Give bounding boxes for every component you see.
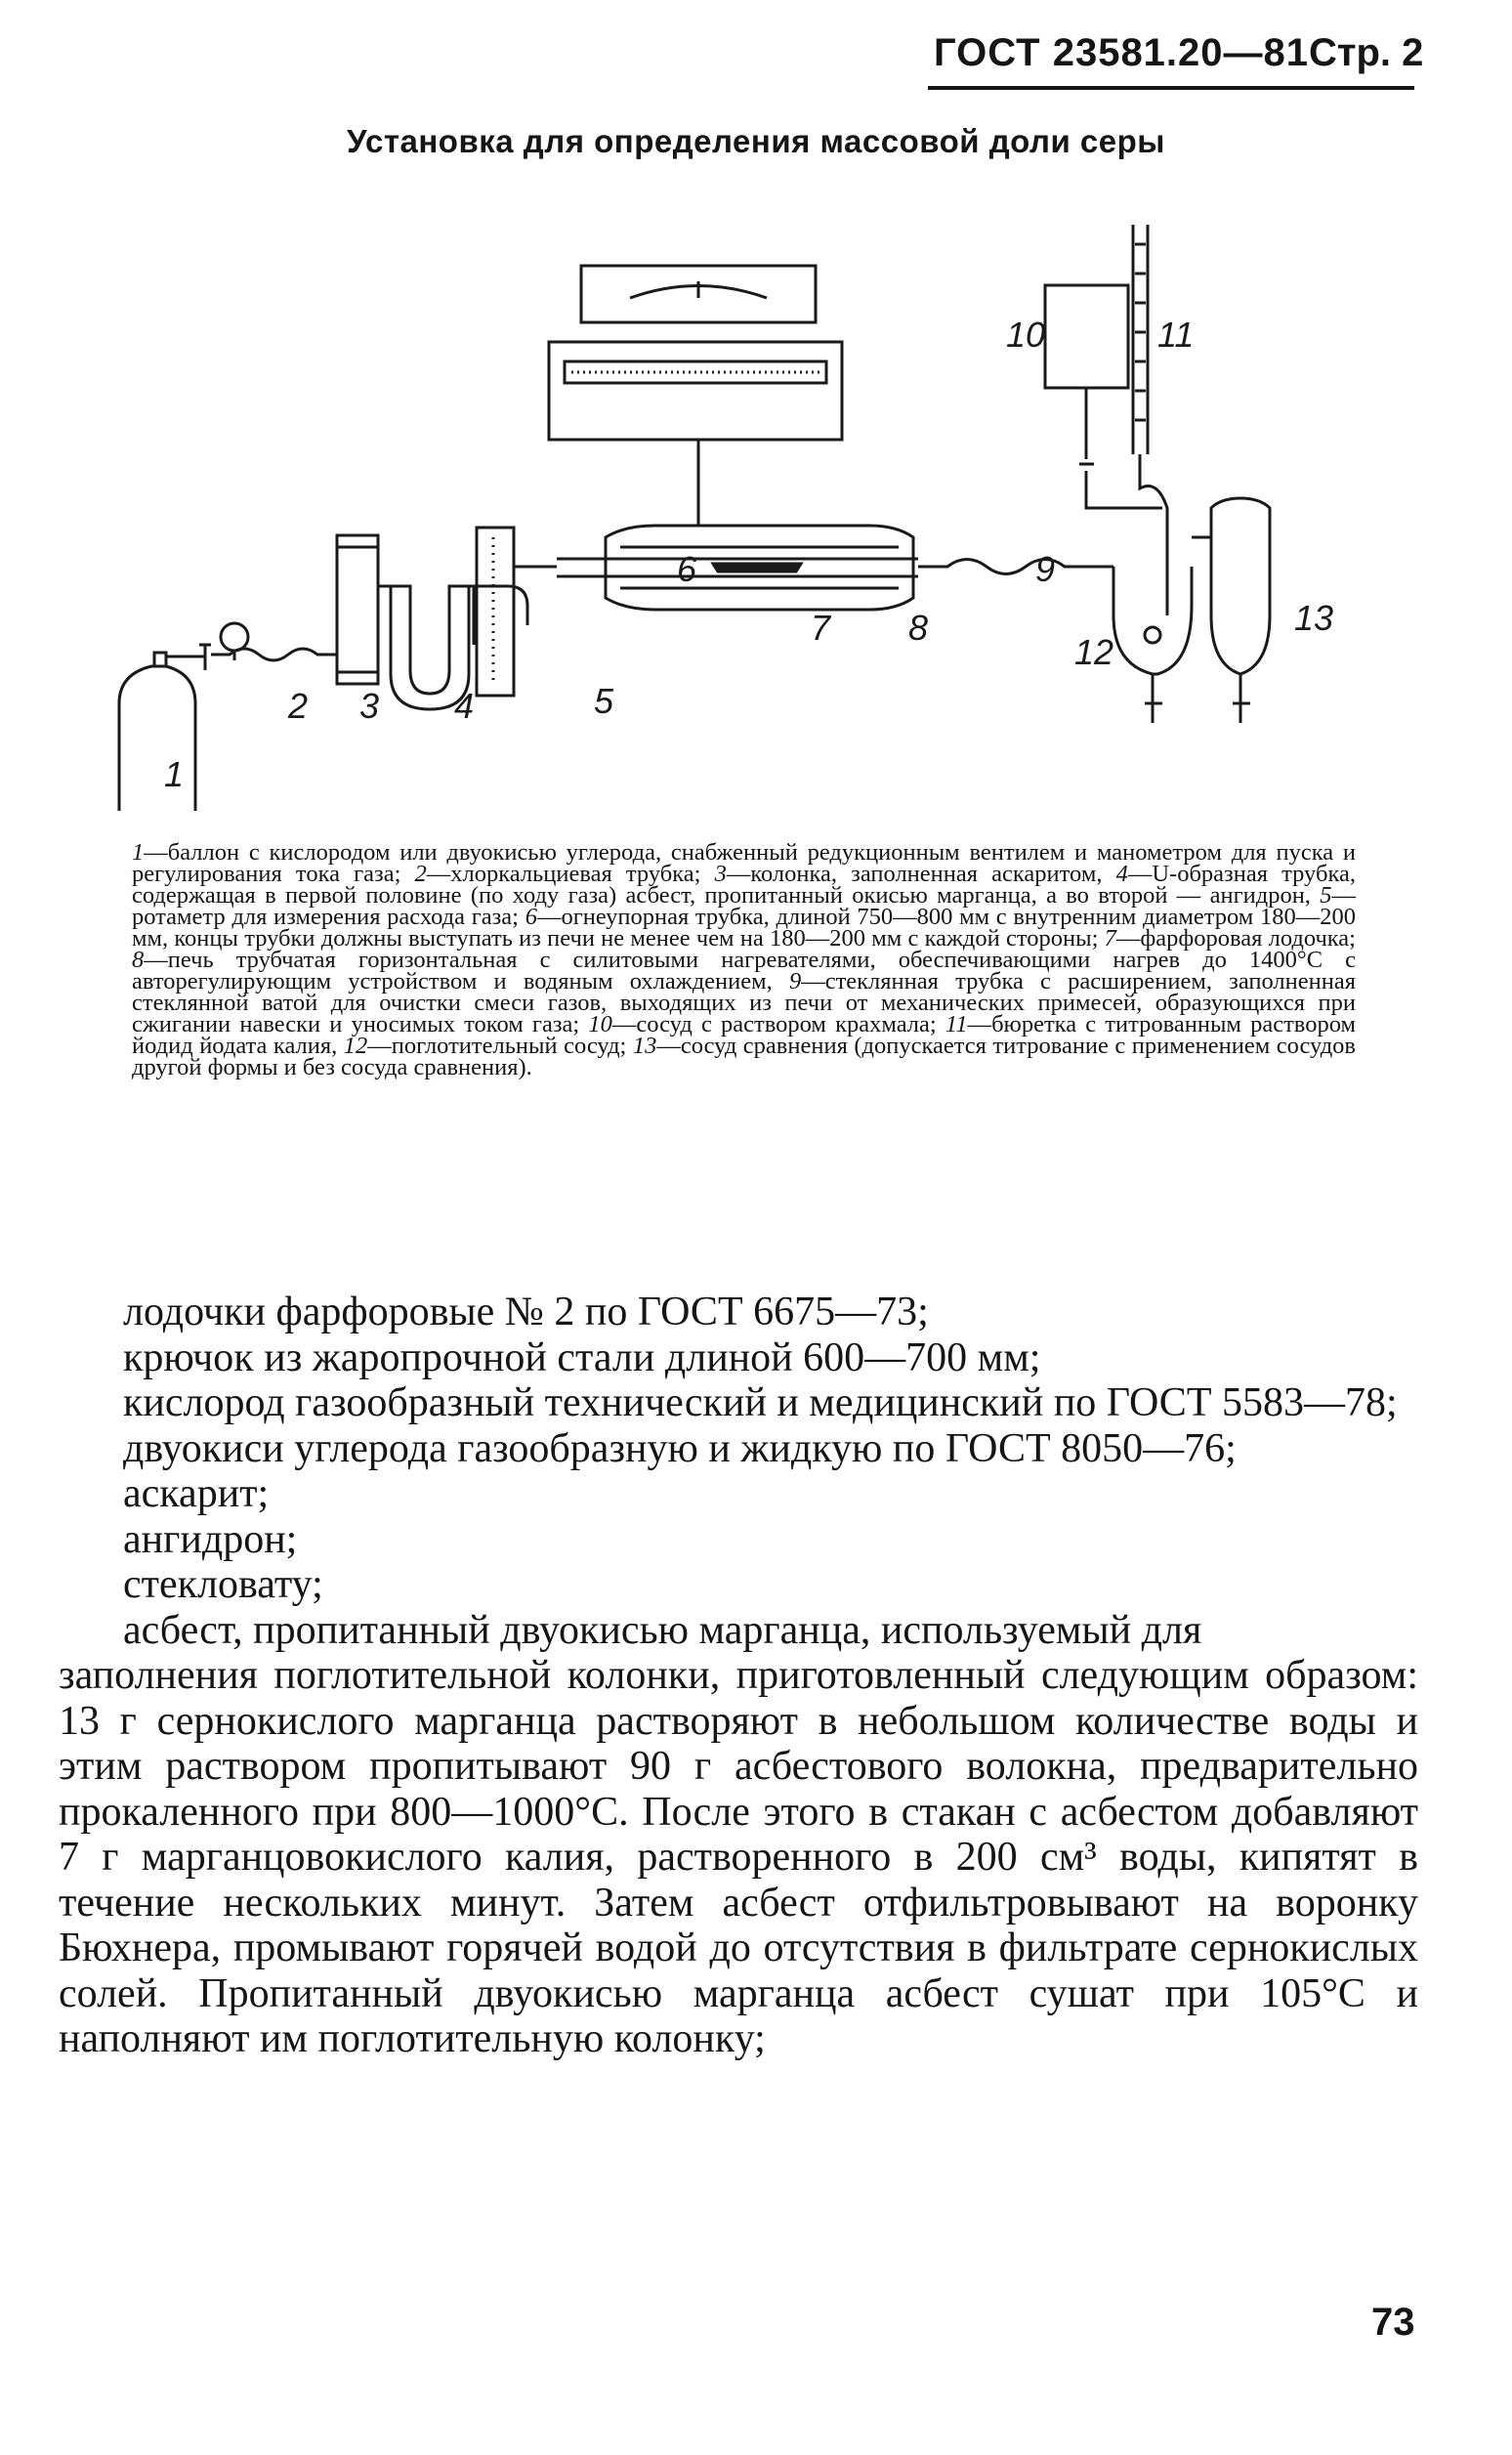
running-header — [0, 31, 1512, 90]
list-item: ангидрон; — [123, 1516, 298, 1562]
caption-text-2: —хлоркальциевая трубка; — [426, 861, 715, 887]
caption-text-4: —U-образная трубка, содержащая в первой половине (по ходу газа) асбест, пропитанный окисью марганца, а во второй — ангидрон, — [132, 861, 1356, 909]
caption-num-7: 7 — [1104, 925, 1116, 952]
caption-num-12: 12 — [343, 1033, 368, 1059]
caption-text-3: —колонка, заполненная аскаритом, — [726, 861, 1116, 887]
glass-tube-with-bulbs — [918, 560, 1113, 574]
label-1: 1 — [164, 754, 185, 794]
caption-text-10: —сосуд с раствором крахмала; — [611, 1011, 945, 1037]
list-item: лодочки фарфоровые № 2 по ГОСТ 6675—73; — [123, 1290, 929, 1334]
caption-text-8: —печь трубчатая горизонтальная с силитовыми нагревателями, обеспечивающими нагрев до 1400°С с авторегулирующим устройством и водяным охлаждением, — [132, 947, 1356, 995]
caption-num-4: 4 — [1115, 861, 1128, 887]
caption-text-13: —сосуд сравнения (допускается титрование с применением сосудов другой формы и без сосуда сравнения). — [132, 1033, 1356, 1080]
absorption-vessel — [1113, 567, 1192, 674]
caption-text-12: —поглотительный сосуд; — [367, 1033, 633, 1059]
ascarite-column — [337, 535, 378, 684]
header-rule — [928, 86, 1414, 90]
starch-vessel — [1045, 285, 1128, 388]
label-13: 13 — [1294, 598, 1334, 638]
list-item: крючок из жаропрочной стали длиной 600—700 мм; — [123, 1334, 1041, 1380]
label-6: 6 — [677, 549, 697, 589]
caption-num-2: 2 — [414, 861, 427, 887]
caption-text-7: —фарфоровая лодочка; — [1115, 925, 1356, 952]
caption-text-6: —огнеупорная трубка, длиной 750—800 мм с внутренним диаметром 180—200 мм, концы трубки должны выступать из печи не менее чем на 180—200 мм с каждой стороны; — [132, 904, 1357, 952]
gas-cylinder — [119, 666, 195, 811]
list-item: двуокиси углерода газообразную и жидкую по ГОСТ 8050—76; — [123, 1425, 1237, 1471]
caption-num-6: 6 — [525, 904, 537, 930]
standard-number: ГОСТ 23581.20—81 — [934, 31, 1310, 74]
page-number: 73 — [1371, 2301, 1415, 2344]
caption-text-1: —баллон с кислородом или двуокисью углерода, снабженный редукционным вентилем и манометром для пуска и регулирования тока газа; — [132, 839, 1356, 887]
label-5: 5 — [594, 681, 614, 721]
caption-text-11: —бюретка с титрованным раствором йодид йодата калия, — [132, 1011, 1356, 1059]
regulator — [549, 342, 842, 440]
comparison-vessel — [1211, 498, 1270, 674]
list-item: стекловату; — [123, 1562, 323, 1607]
figure-caption — [132, 839, 1357, 1080]
caption-num-10: 10 — [588, 1011, 612, 1037]
figure-title: Установка для определения массовой доли серы — [347, 123, 1165, 159]
manometer — [221, 623, 248, 651]
label-3: 3 — [359, 686, 380, 726]
caption-num-5: 5 — [1320, 882, 1332, 909]
caption-text-9: —стеклянная трубка с расширением, заполненная стеклянной ватой для очистки смеси газов, выходящих из печи от механических примесей, образующихся при сжигании навески и уносимых током газа; — [132, 968, 1356, 1037]
label-12: 12 — [1074, 632, 1114, 672]
list-item: кислород газообразный технический и медицинский по ГОСТ 5583—78; — [123, 1380, 1398, 1425]
label-11: 11 — [1157, 315, 1195, 355]
page-label: Стр. 2 — [1309, 31, 1424, 74]
label-9: 9 — [1035, 549, 1056, 589]
caption-num-3: 3 — [714, 861, 727, 887]
caption-num-1: 1 — [132, 839, 145, 866]
caption-num-9: 9 — [788, 968, 802, 995]
label-8: 8 — [908, 608, 929, 648]
paragraph-continuation: заполнения поглотительной колонки, приготовленный следующим образом: 13 г сернокислого марганца растворяют в небольшом количестве воды и этим раствором пропитывают 90 г асбестового волокна, предварительно прокаленного при 800—1000°С. После этого в стакан с асбестом добавляют 7 г марганцовокислого калия, растворенного в 200 см³ воды, кипятят в течение нескольких минут. Затем асбест отфильтровывают на воронку Бюхнера, промывают горячей водой до отсутствия в фильтрате сернокислых солей. Пропитанный двуокисью марганца асбест сушат при 105°С и наполняют им поглотительную колонку; — [59, 1653, 1418, 2061]
caption-num-11: 11 — [945, 1011, 968, 1037]
rotameter — [477, 528, 514, 696]
caption-num-8: 8 — [132, 947, 145, 973]
caption-text-5: —ротаметр для измерения расхода газа; — [132, 882, 1356, 930]
porcelain-boat — [713, 564, 801, 571]
apparatus-diagram — [98, 215, 1367, 840]
body-text — [59, 1290, 1418, 2062]
label-7: 7 — [811, 608, 831, 648]
label-4: 4 — [454, 686, 475, 726]
caption-num-13: 13 — [632, 1033, 657, 1059]
label-10: 10 — [1006, 315, 1046, 355]
list-item: аскарит; — [123, 1471, 270, 1516]
label-2: 2 — [288, 686, 309, 726]
paragraph-first-line: асбест, пропитанный двуокисью марганца, используемый для — [123, 1607, 1202, 1653]
